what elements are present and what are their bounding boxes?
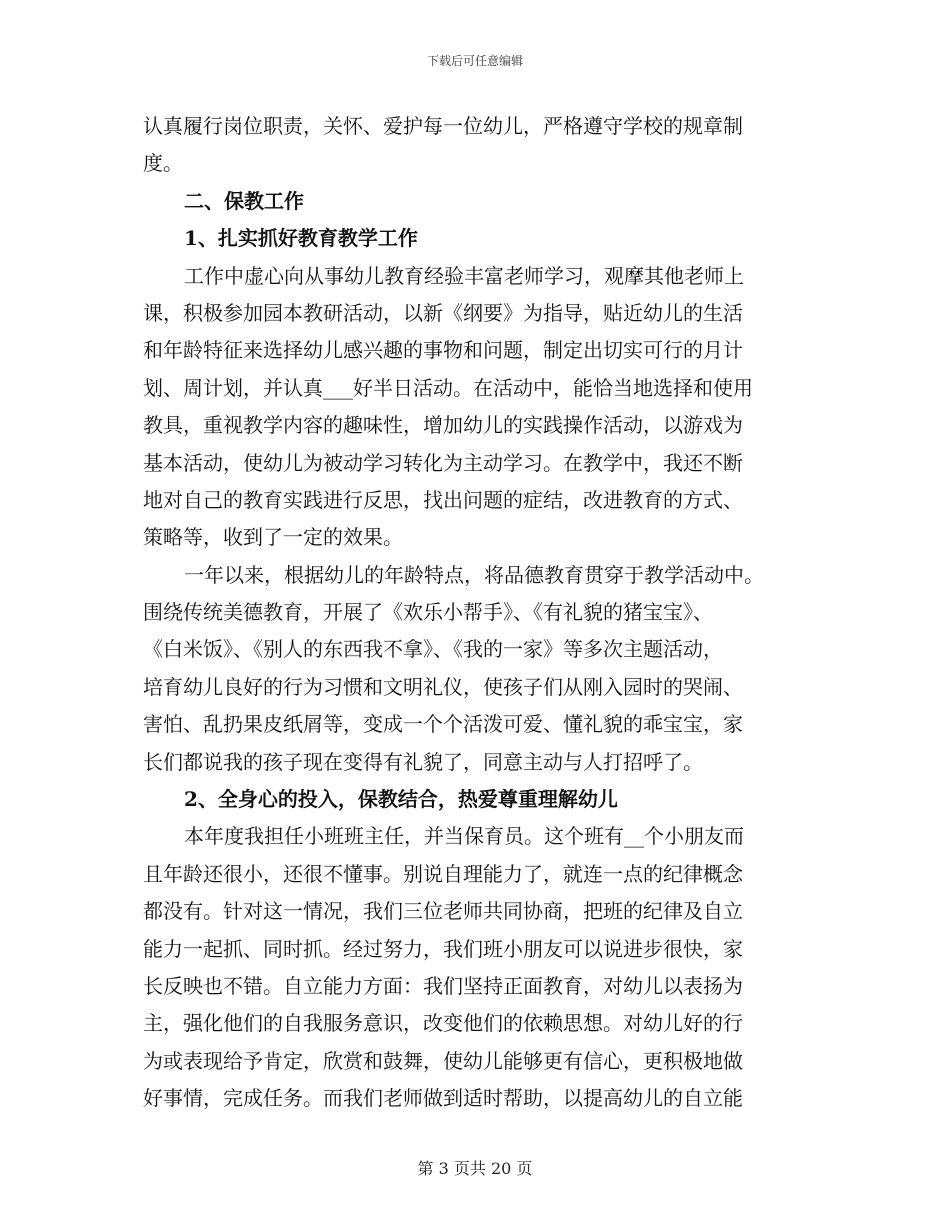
text-line: 划、周计划，并认真___好半日活动。在活动中，能恰当地选择和使用 xyxy=(143,375,753,400)
text-line: 害怕、乱扔果皮纸屑等，变成一个个活泼可爱、懂礼貌的乖宝宝，家 xyxy=(143,712,743,737)
text-line: 好事情，完成任务。而我们老师做到适时帮助，以提高幼儿的自立能 xyxy=(143,1086,743,1111)
section-heading: 1、扎实抓好教育教学工作 xyxy=(184,226,418,251)
text-line: 围绕传统美德教育，开展了《欢乐小帮手》、《有礼貌的猪宝宝》、 xyxy=(143,600,713,625)
text-line: 策略等，收到了一定的效果。 xyxy=(143,525,403,550)
text-line: 且年龄还很小，还很不懂事。别说自理能力了，就连一点的纪律概念 xyxy=(143,861,743,886)
page-header: 下载后可任意编辑 xyxy=(426,54,523,68)
document-body xyxy=(143,108,809,1118)
text-line: 教具，重视教学内容的趣味性，增加幼儿的实践操作活动，以游戏为 xyxy=(143,413,743,438)
text-line: 基本活动，使幼儿为被动学习转化为主动学习。在教学中，我还不断 xyxy=(143,450,743,475)
text-line: 工作中虚心向从事幼儿教育经验丰富老师学习，观摩其他老师上 xyxy=(184,263,744,288)
text-line: 能力一起抓、同时抓。经过努力，我们班小朋友可以说进步很快，家 xyxy=(143,936,743,961)
section-heading: 2、全身心的投入，保教结合，热爱尊重理解幼儿 xyxy=(184,787,618,812)
text-line: 培育幼儿良好的行为习惯和文明礼仪，使孩子们从刚入园时的哭闹、 xyxy=(143,674,743,699)
text-line: 认真履行岗位职责，关怀、爱护每一位幼儿，严格遵守学校的规章制 xyxy=(143,114,743,138)
text-line: 和年龄特征来选择幼儿感兴趣的事物和问题，制定出切实可行的月计 xyxy=(143,338,743,363)
text-line: 本年度我担任小班班主任，并当保育员。这个班有__个小朋友而 xyxy=(184,824,744,849)
page-footer: 第 3 页共 20 页 xyxy=(417,1159,533,1178)
text-line: 地对自己的教育实践进行反思，找出问题的症结，改进教育的方式、 xyxy=(143,487,743,512)
text-line: 课，积极参加园本教研活动，以新《纲要》为指导，贴近幼儿的生活 xyxy=(143,300,743,325)
text-line: 度。 xyxy=(143,151,183,176)
text-line: 长反映也不错。自立能力方面：我们坚持正面教育，对幼儿以表扬为 xyxy=(143,973,743,998)
text-line: 都没有。针对这一情况，我们三位老师共同协商，把班的纪律及自立 xyxy=(143,899,743,924)
text-line: 一年以来，根据幼儿的年龄特点，将品德教育贯穿于教学活动中。 xyxy=(184,562,764,587)
text-line: 《白米饭》、《别人的东西我不拿》、《我的一家》等多次主题活动， xyxy=(143,637,723,662)
text-line: 为或表现给予肯定，欣赏和鼓舞，使幼儿能够更有信心，更积极地做 xyxy=(143,1048,743,1073)
section-heading: 二、保教工作 xyxy=(184,188,304,213)
text-line: 长们都说我的孩子现在变得有礼貌了，同意主动与人打招呼了。 xyxy=(143,749,703,774)
text-line: 主，强化他们的自我服务意识，改变他们的依赖思想。对幼儿好的行 xyxy=(143,1011,743,1036)
